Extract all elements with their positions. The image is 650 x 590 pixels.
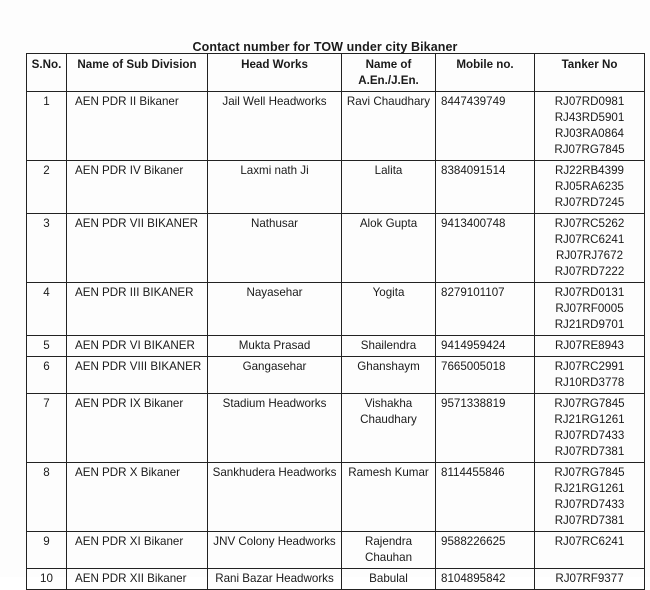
cell-mobile: 9571338819	[436, 394, 535, 463]
tanker-number: RJ21RG1261	[554, 482, 625, 495]
cell-subdivision: AEN PDR IX Bikaner	[67, 394, 208, 463]
cell-headworks: Stadium Headworks	[208, 394, 342, 463]
table-row	[27, 532, 645, 569]
cell-headworks: Gangasehar	[208, 357, 342, 394]
tanker-number: RJ21RG1261	[554, 413, 625, 426]
tanker-number: RJ07RC6241	[554, 233, 625, 246]
cell-tankers	[535, 394, 645, 463]
cell-headworks: Laxmi nath Ji	[208, 161, 342, 214]
cell-tankers	[535, 357, 645, 394]
cell-subdivision: AEN PDR II Bikaner	[67, 92, 208, 161]
cell-tankers	[535, 283, 645, 336]
cell-mobile: 8279101107	[436, 283, 535, 336]
cell-mobile: 8384091514	[436, 161, 535, 214]
cell-sno: 8	[27, 463, 67, 532]
cell-tankers	[535, 569, 645, 590]
cell-name: Yogita	[342, 283, 436, 336]
tanker-number: RJ07RD7245	[554, 196, 625, 209]
cell-headworks: Mukta Prasad	[208, 336, 342, 357]
tanker-number: RJ07RD0131	[554, 286, 625, 299]
table-row	[27, 214, 645, 283]
cell-name: Ravi Chaudhary	[342, 92, 436, 161]
table-row	[27, 357, 645, 394]
cell-name: Ghanshaym	[342, 357, 436, 394]
cell-mobile: 8104895842	[436, 569, 535, 590]
cell-sno: 9	[27, 532, 67, 569]
cell-subdivision: AEN PDR VIII BIKANER	[67, 357, 208, 394]
cell-sno: 3	[27, 214, 67, 283]
cell-name: Ramesh Kumar	[342, 463, 436, 532]
header-name	[342, 54, 436, 92]
tanker-number: RJ07RG7845	[554, 143, 625, 156]
tanker-number: RJ07RF9377	[555, 572, 624, 585]
cell-sno: 2	[27, 161, 67, 214]
tanker-number: RJ07RD7433	[554, 429, 625, 442]
cell-headworks: Rani Bazar Headworks	[208, 569, 342, 590]
cell-tankers	[535, 336, 645, 357]
header-subdivision: Name of Sub Division	[67, 54, 208, 92]
tanker-number: RJ03RA0864	[555, 127, 624, 140]
header-name-line2: A.En./J.En.	[358, 74, 419, 87]
cell-mobile: 9413400748	[436, 214, 535, 283]
tanker-number: RJ07RD7222	[554, 265, 625, 278]
cell-subdivision: AEN PDR III BIKANER	[67, 283, 208, 336]
cell-sno: 4	[27, 283, 67, 336]
cell-sno: 10	[27, 569, 67, 590]
table-row	[27, 161, 645, 214]
tanker-number: RJ22RB4399	[555, 164, 624, 177]
tanker-number: RJ07RE8943	[555, 339, 624, 352]
cell-sno: 5	[27, 336, 67, 357]
cell-mobile: 8447439749	[436, 92, 535, 161]
cell-subdivision: AEN PDR IV Bikaner	[67, 161, 208, 214]
cell-tankers	[535, 92, 645, 161]
cell-name: Babulal	[342, 569, 436, 590]
cell-mobile: 9414959424	[436, 336, 535, 357]
header-tanker: Tanker No	[535, 54, 645, 92]
table-row	[27, 569, 645, 590]
tanker-number: RJ10RD3778	[554, 376, 625, 389]
table-row	[27, 394, 645, 463]
tanker-number: RJ07RD7433	[554, 498, 625, 511]
contact-table	[26, 53, 645, 590]
header-mobile: Mobile no.	[436, 54, 535, 92]
tanker-number: RJ07RC2991	[554, 360, 625, 373]
cell-subdivision: AEN PDR VI BIKANER	[67, 336, 208, 357]
cell-subdivision: AEN PDR XII Bikaner	[67, 569, 208, 590]
cell-subdivision: AEN PDR XI Bikaner	[67, 532, 208, 569]
cell-sno: 6	[27, 357, 67, 394]
tanker-number: RJ07RC5262	[554, 217, 625, 230]
cell-name: Lalita	[342, 161, 436, 214]
tanker-number: RJ43RD5901	[554, 111, 625, 124]
document-title: Contact number for TOW under city Bikaner	[192, 40, 458, 54]
cell-tankers	[535, 214, 645, 283]
tanker-number: RJ05RA6235	[555, 180, 624, 193]
table-row	[27, 336, 645, 357]
cell-mobile: 8114455846	[436, 463, 535, 532]
cell-name: Vishakha Chaudhary	[342, 394, 436, 463]
tanker-number: RJ07RF0005	[555, 302, 624, 315]
header-row	[27, 54, 645, 92]
cell-tankers	[535, 161, 645, 214]
header-name-line1: Name of	[365, 58, 412, 71]
table-row	[27, 92, 645, 161]
cell-tankers	[535, 463, 645, 532]
table-row	[27, 463, 645, 532]
tanker-number: RJ07RJ7672	[555, 249, 624, 262]
cell-mobile: 7665005018	[436, 357, 535, 394]
cell-tankers	[535, 532, 645, 569]
cell-name: Shailendra	[342, 336, 436, 357]
cell-headworks: Nayasehar	[208, 283, 342, 336]
cell-subdivision: AEN PDR X Bikaner	[67, 463, 208, 532]
cell-headworks: Nathusar	[208, 214, 342, 283]
tanker-number: RJ07RC6241	[554, 535, 625, 548]
tanker-number: RJ07RD0981	[554, 95, 625, 108]
cell-sno: 1	[27, 92, 67, 161]
cell-headworks: JNV Colony Headworks	[208, 532, 342, 569]
tanker-number: RJ07RD7381	[554, 514, 625, 527]
cell-name: Alok Gupta	[342, 214, 436, 283]
header-headworks: Head Works	[208, 54, 342, 92]
tanker-number: RJ07RG7845	[554, 397, 625, 410]
cell-sno: 7	[27, 394, 67, 463]
cell-headworks: Sankhudera Headworks	[208, 463, 342, 532]
cell-mobile: 9588226625	[436, 532, 535, 569]
tanker-number: RJ21RD9701	[554, 318, 625, 331]
table-row	[27, 283, 645, 336]
cell-subdivision: AEN PDR VII BIKANER	[67, 214, 208, 283]
tanker-number: RJ07RG7845	[554, 466, 625, 479]
cell-name: Rajendra Chauhan	[342, 532, 436, 569]
cell-headworks: Jail Well Headworks	[208, 92, 342, 161]
tanker-number: RJ07RD7381	[554, 445, 625, 458]
header-sno: S.No.	[27, 54, 67, 92]
